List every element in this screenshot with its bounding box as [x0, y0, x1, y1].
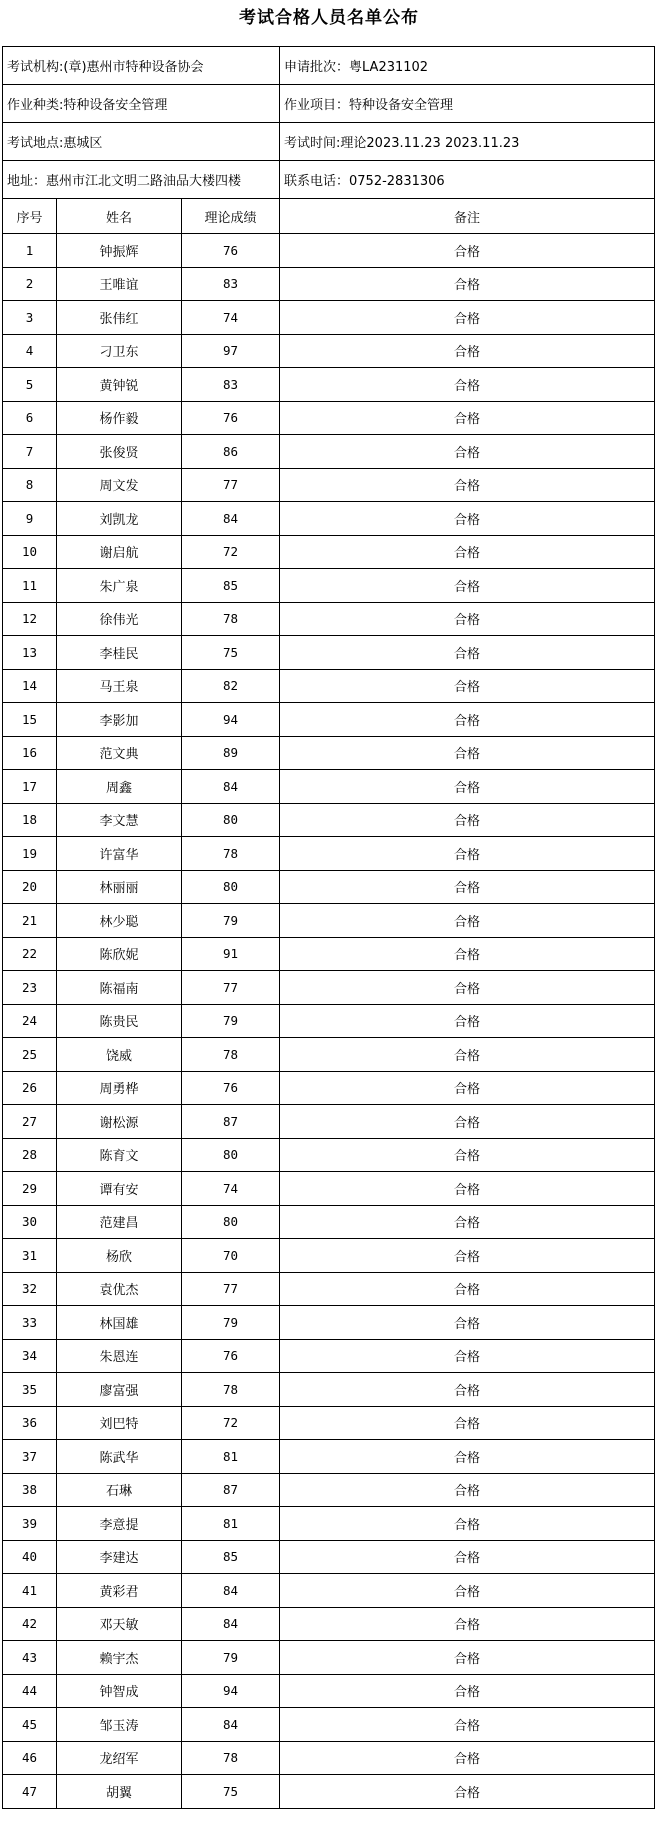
cell-remark: 合格: [280, 1071, 655, 1105]
cell-index: 45: [3, 1708, 57, 1742]
cell-remark: 合格: [280, 937, 655, 971]
table-row: [3, 736, 655, 770]
table-row: [3, 1071, 655, 1105]
cell-remark: 合格: [280, 1708, 655, 1742]
info-row: [3, 123, 655, 161]
cell-remark: 合格: [280, 669, 655, 703]
cell-remark: 合格: [280, 1339, 655, 1373]
cell-remark: 合格: [280, 1172, 655, 1206]
table-row: [3, 1708, 655, 1742]
cell-index: 36: [3, 1406, 57, 1440]
cell-score: 76: [182, 234, 280, 268]
cell-remark: 合格: [280, 468, 655, 502]
cell-index: 37: [3, 1440, 57, 1474]
address: 地址：惠州市江北文明二路油品大楼四楼: [3, 161, 280, 199]
cell-remark: 合格: [280, 1574, 655, 1608]
table-row: [3, 368, 655, 402]
cell-score: 76: [182, 1339, 280, 1373]
cell-index: 3: [3, 301, 57, 335]
cell-index: 26: [3, 1071, 57, 1105]
cell-name: 陈福南: [57, 971, 182, 1005]
table-row: [3, 1607, 655, 1641]
cell-index: 11: [3, 569, 57, 603]
cell-remark: 合格: [280, 837, 655, 871]
cell-remark: 合格: [280, 1406, 655, 1440]
cell-name: 周鑫: [57, 770, 182, 804]
cell-name: 张俊贤: [57, 435, 182, 469]
cell-score: 78: [182, 837, 280, 871]
cell-name: 袁优杰: [57, 1272, 182, 1306]
application-batch: 申请批次：粤LA231102: [280, 47, 655, 85]
cell-remark: 合格: [280, 234, 655, 268]
cell-name: 钟智成: [57, 1674, 182, 1708]
cell-index: 46: [3, 1741, 57, 1775]
cell-name: 朱广泉: [57, 569, 182, 603]
cell-score: 83: [182, 267, 280, 301]
cell-score: 78: [182, 1741, 280, 1775]
cell-remark: 合格: [280, 904, 655, 938]
cell-score: 77: [182, 971, 280, 1005]
cell-remark: 合格: [280, 1105, 655, 1139]
cell-index: 8: [3, 468, 57, 502]
cell-name: 陈贵民: [57, 1004, 182, 1038]
cell-name: 李意提: [57, 1507, 182, 1541]
cell-index: 20: [3, 870, 57, 904]
cell-remark: 合格: [280, 301, 655, 335]
cell-name: 李建达: [57, 1540, 182, 1574]
cell-remark: 合格: [280, 1741, 655, 1775]
cell-name: 陈育文: [57, 1138, 182, 1172]
results-table: [2, 46, 655, 1809]
table-row: [3, 1004, 655, 1038]
cell-score: 91: [182, 937, 280, 971]
cell-score: 78: [182, 602, 280, 636]
cell-name: 林少聪: [57, 904, 182, 938]
cell-index: 2: [3, 267, 57, 301]
table-row: [3, 904, 655, 938]
cell-remark: 合格: [280, 1473, 655, 1507]
cell-remark: 合格: [280, 870, 655, 904]
cell-index: 27: [3, 1105, 57, 1139]
cell-index: 25: [3, 1038, 57, 1072]
cell-index: 12: [3, 602, 57, 636]
table-row: [3, 870, 655, 904]
cell-remark: 合格: [280, 334, 655, 368]
cell-remark: 合格: [280, 636, 655, 670]
cell-score: 94: [182, 1674, 280, 1708]
table-row: [3, 837, 655, 871]
cell-index: 35: [3, 1373, 57, 1407]
cell-score: 94: [182, 703, 280, 737]
cell-remark: 合格: [280, 1540, 655, 1574]
cell-name: 杨作毅: [57, 401, 182, 435]
cell-score: 87: [182, 1105, 280, 1139]
cell-name: 马王泉: [57, 669, 182, 703]
cell-remark: 合格: [280, 1239, 655, 1273]
cell-name: 许富华: [57, 837, 182, 871]
table-row: [3, 1674, 655, 1708]
cell-remark: 合格: [280, 971, 655, 1005]
cell-remark: 合格: [280, 736, 655, 770]
cell-score: 84: [182, 1708, 280, 1742]
info-row: [3, 47, 655, 85]
cell-remark: 合格: [280, 770, 655, 804]
header-index: 序号: [3, 199, 57, 234]
cell-name: 陈武华: [57, 1440, 182, 1474]
cell-index: 19: [3, 837, 57, 871]
table-row: [3, 803, 655, 837]
header-remark: 备注: [280, 199, 655, 234]
cell-index: 43: [3, 1641, 57, 1675]
header-name: 姓名: [57, 199, 182, 234]
table-row: [3, 1239, 655, 1273]
cell-score: 74: [182, 301, 280, 335]
cell-name: 刘巴特: [57, 1406, 182, 1440]
table-header-row: [3, 199, 655, 234]
cell-name: 林丽丽: [57, 870, 182, 904]
cell-index: 9: [3, 502, 57, 536]
table-row: [3, 1641, 655, 1675]
table-row: [3, 301, 655, 335]
cell-remark: 合格: [280, 368, 655, 402]
cell-remark: 合格: [280, 1674, 655, 1708]
cell-name: 陈欣妮: [57, 937, 182, 971]
cell-remark: 合格: [280, 1607, 655, 1641]
cell-score: 79: [182, 1306, 280, 1340]
table-row: [3, 401, 655, 435]
table-row: [3, 937, 655, 971]
cell-score: 70: [182, 1239, 280, 1273]
cell-name: 张伟红: [57, 301, 182, 335]
cell-score: 78: [182, 1038, 280, 1072]
cell-index: 10: [3, 535, 57, 569]
cell-score: 79: [182, 1004, 280, 1038]
cell-score: 75: [182, 1775, 280, 1809]
cell-name: 周文发: [57, 468, 182, 502]
cell-index: 28: [3, 1138, 57, 1172]
cell-index: 39: [3, 1507, 57, 1541]
cell-score: 85: [182, 569, 280, 603]
cell-name: 邓天敏: [57, 1607, 182, 1641]
cell-name: 朱恩连: [57, 1339, 182, 1373]
cell-name: 廖富强: [57, 1373, 182, 1407]
table-row: [3, 535, 655, 569]
cell-index: 21: [3, 904, 57, 938]
cell-score: 79: [182, 904, 280, 938]
table-row: [3, 1205, 655, 1239]
cell-remark: 合格: [280, 1373, 655, 1407]
cell-score: 89: [182, 736, 280, 770]
cell-score: 84: [182, 1574, 280, 1608]
cell-score: 77: [182, 1272, 280, 1306]
cell-index: 42: [3, 1607, 57, 1641]
cell-score: 97: [182, 334, 280, 368]
cell-name: 杨欣: [57, 1239, 182, 1273]
cell-name: 刁卫东: [57, 334, 182, 368]
cell-name: 龙绍军: [57, 1741, 182, 1775]
cell-name: 赖宇杰: [57, 1641, 182, 1675]
table-row: [3, 602, 655, 636]
cell-name: 胡翼: [57, 1775, 182, 1809]
cell-index: 31: [3, 1239, 57, 1273]
cell-score: 76: [182, 401, 280, 435]
results-table-body: [3, 47, 655, 1809]
cell-name: 李影加: [57, 703, 182, 737]
cell-name: 范文典: [57, 736, 182, 770]
info-row: [3, 85, 655, 123]
cell-index: 14: [3, 669, 57, 703]
cell-score: 84: [182, 502, 280, 536]
table-row: [3, 636, 655, 670]
cell-name: 周勇桦: [57, 1071, 182, 1105]
cell-remark: 合格: [280, 1038, 655, 1072]
cell-name: 谢松源: [57, 1105, 182, 1139]
cell-name: 黄钟锐: [57, 368, 182, 402]
cell-index: 40: [3, 1540, 57, 1574]
cell-score: 72: [182, 535, 280, 569]
work-project: 作业项目：特种设备安全管理: [280, 85, 655, 123]
cell-remark: 合格: [280, 1641, 655, 1675]
table-row: [3, 1373, 655, 1407]
table-row: [3, 1038, 655, 1072]
table-row: [3, 267, 655, 301]
cell-remark: 合格: [280, 602, 655, 636]
cell-score: 84: [182, 770, 280, 804]
table-row: [3, 1138, 655, 1172]
table-row: [3, 1540, 655, 1574]
table-row: [3, 1172, 655, 1206]
cell-score: 83: [182, 368, 280, 402]
cell-remark: 合格: [280, 1138, 655, 1172]
cell-remark: 合格: [280, 435, 655, 469]
table-row: [3, 1306, 655, 1340]
cell-index: 23: [3, 971, 57, 1005]
work-category: 作业种类:特种设备安全管理: [3, 85, 280, 123]
cell-name: 谢启航: [57, 535, 182, 569]
cell-score: 72: [182, 1406, 280, 1440]
cell-name: 李文慧: [57, 803, 182, 837]
cell-name: 刘凯龙: [57, 502, 182, 536]
cell-score: 80: [182, 870, 280, 904]
table-row: [3, 1741, 655, 1775]
header-score: 理论成绩: [182, 199, 280, 234]
cell-index: 15: [3, 703, 57, 737]
table-row: [3, 1339, 655, 1373]
cell-index: 44: [3, 1674, 57, 1708]
table-row: [3, 435, 655, 469]
table-row: [3, 502, 655, 536]
table-row: [3, 1507, 655, 1541]
cell-score: 80: [182, 1138, 280, 1172]
cell-remark: 合格: [280, 401, 655, 435]
cell-remark: 合格: [280, 1775, 655, 1809]
table-row: [3, 770, 655, 804]
table-row: [3, 1473, 655, 1507]
cell-score: 81: [182, 1440, 280, 1474]
table-row: [3, 569, 655, 603]
table-row: [3, 234, 655, 268]
cell-index: 4: [3, 334, 57, 368]
cell-remark: 合格: [280, 267, 655, 301]
table-row: [3, 1406, 655, 1440]
cell-score: 76: [182, 1071, 280, 1105]
cell-name: 石琳: [57, 1473, 182, 1507]
cell-remark: 合格: [280, 1205, 655, 1239]
cell-score: 79: [182, 1641, 280, 1675]
table-row: [3, 468, 655, 502]
cell-name: 徐伟光: [57, 602, 182, 636]
cell-index: 32: [3, 1272, 57, 1306]
table-row: [3, 1272, 655, 1306]
cell-remark: 合格: [280, 803, 655, 837]
cell-remark: 合格: [280, 1507, 655, 1541]
cell-name: 谭有安: [57, 1172, 182, 1206]
cell-remark: 合格: [280, 703, 655, 737]
contact-phone: 联系电话：0752-2831306: [280, 161, 655, 199]
table-row: [3, 334, 655, 368]
exam-organization: 考试机构:(章)惠州市特种设备协会: [3, 47, 280, 85]
cell-index: 5: [3, 368, 57, 402]
cell-score: 80: [182, 1205, 280, 1239]
cell-score: 87: [182, 1473, 280, 1507]
cell-index: 16: [3, 736, 57, 770]
cell-index: 22: [3, 937, 57, 971]
cell-index: 13: [3, 636, 57, 670]
cell-score: 81: [182, 1507, 280, 1541]
cell-remark: 合格: [280, 1272, 655, 1306]
cell-name: 王唯谊: [57, 267, 182, 301]
cell-score: 80: [182, 803, 280, 837]
cell-score: 78: [182, 1373, 280, 1407]
cell-score: 85: [182, 1540, 280, 1574]
cell-index: 34: [3, 1339, 57, 1373]
table-row: [3, 1440, 655, 1474]
table-row: [3, 1574, 655, 1608]
cell-index: 38: [3, 1473, 57, 1507]
cell-name: 范建昌: [57, 1205, 182, 1239]
cell-index: 17: [3, 770, 57, 804]
table-row: [3, 703, 655, 737]
cell-name: 李桂民: [57, 636, 182, 670]
cell-name: 钟振辉: [57, 234, 182, 268]
document-title: 考试合格人员名单公布: [239, 8, 419, 28]
cell-index: 1: [3, 234, 57, 268]
cell-index: 6: [3, 401, 57, 435]
info-row: [3, 161, 655, 199]
cell-score: 77: [182, 468, 280, 502]
table-row: [3, 1775, 655, 1809]
table-row: [3, 1105, 655, 1139]
cell-remark: 合格: [280, 1306, 655, 1340]
exam-location: 考试地点:惠城区: [3, 123, 280, 161]
cell-score: 74: [182, 1172, 280, 1206]
cell-score: 82: [182, 669, 280, 703]
cell-remark: 合格: [280, 569, 655, 603]
cell-index: 24: [3, 1004, 57, 1038]
cell-name: 林国雄: [57, 1306, 182, 1340]
cell-index: 30: [3, 1205, 57, 1239]
cell-index: 47: [3, 1775, 57, 1809]
cell-remark: 合格: [280, 1440, 655, 1474]
cell-index: 18: [3, 803, 57, 837]
cell-score: 84: [182, 1607, 280, 1641]
cell-name: 邹玉涛: [57, 1708, 182, 1742]
cell-index: 41: [3, 1574, 57, 1608]
cell-name: 饶威: [57, 1038, 182, 1072]
cell-name: 黄彩君: [57, 1574, 182, 1608]
cell-score: 75: [182, 636, 280, 670]
table-row: [3, 971, 655, 1005]
cell-index: 29: [3, 1172, 57, 1206]
cell-remark: 合格: [280, 502, 655, 536]
exam-time: 考试时间:理论2023.11.23 2023.11.23: [280, 123, 655, 161]
cell-index: 7: [3, 435, 57, 469]
table-row: [3, 669, 655, 703]
cell-score: 86: [182, 435, 280, 469]
cell-index: 33: [3, 1306, 57, 1340]
cell-remark: 合格: [280, 1004, 655, 1038]
cell-remark: 合格: [280, 535, 655, 569]
